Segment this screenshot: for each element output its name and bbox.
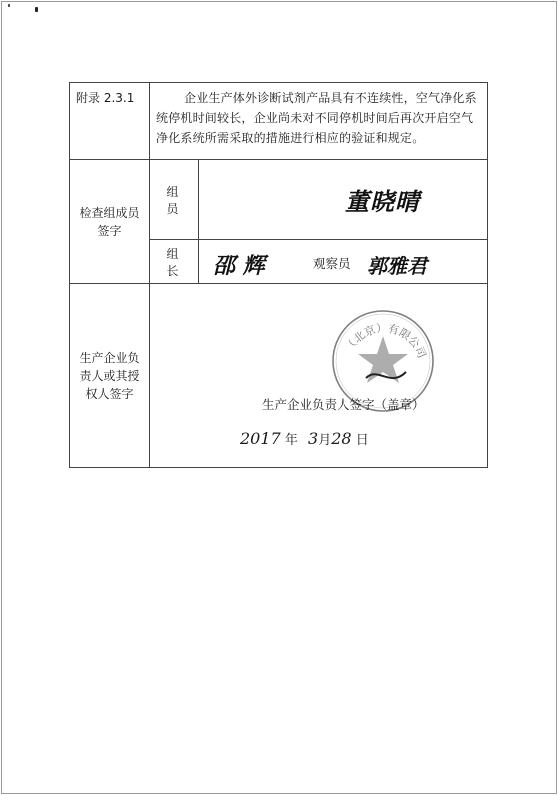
member-role-label: 组 员 (150, 160, 199, 240)
appendix-text: 企业生产体外诊断试剂产品具有不连续性，空气净化系统停机时间较长，企业尚未对不同停机时间后再次开启空气净化系统所需采取的措施进行相应的验证和规定。 (150, 83, 488, 160)
inspection-team-label-text: 检查组成员签字 (79, 205, 140, 238)
inspection-team-label (70, 160, 150, 284)
date-month: 3 (308, 429, 319, 448)
leader-signature-cell (199, 240, 488, 284)
date-day-char: 日 (355, 433, 369, 448)
company-label-text: 生产企业负责人或其授权人签字 (79, 350, 140, 401)
leader-signature: 邵 辉 (213, 253, 265, 279)
appendix-row (70, 83, 488, 160)
observer-signature: 郭雅君 (367, 254, 427, 278)
date-year: 2017 (240, 429, 281, 448)
company-signature-cell (150, 284, 488, 468)
stamp-area (150, 284, 487, 467)
member-signature-cell (199, 160, 488, 240)
member-signature: 董晓晴 (345, 187, 420, 216)
company-label (70, 284, 150, 468)
sign-date (240, 429, 369, 448)
date-day: 28 (331, 429, 352, 448)
company-row (70, 284, 488, 468)
appendix-ref: 附录 2.3.1 (70, 83, 150, 160)
scan-speck (35, 7, 38, 12)
leader-role-label: 组 长 (150, 240, 199, 284)
inspection-form-table (69, 82, 488, 468)
member-row (70, 160, 488, 240)
date-year-char: 年 (284, 433, 298, 448)
date-month-char: 月 (318, 433, 332, 448)
seal-text: （北京）有限公司 (342, 321, 429, 361)
company-sign-line: 生产企业负责人签字（盖章） (262, 397, 425, 412)
observer-label: 观察员 (313, 256, 351, 271)
scan-speck (8, 4, 10, 7)
